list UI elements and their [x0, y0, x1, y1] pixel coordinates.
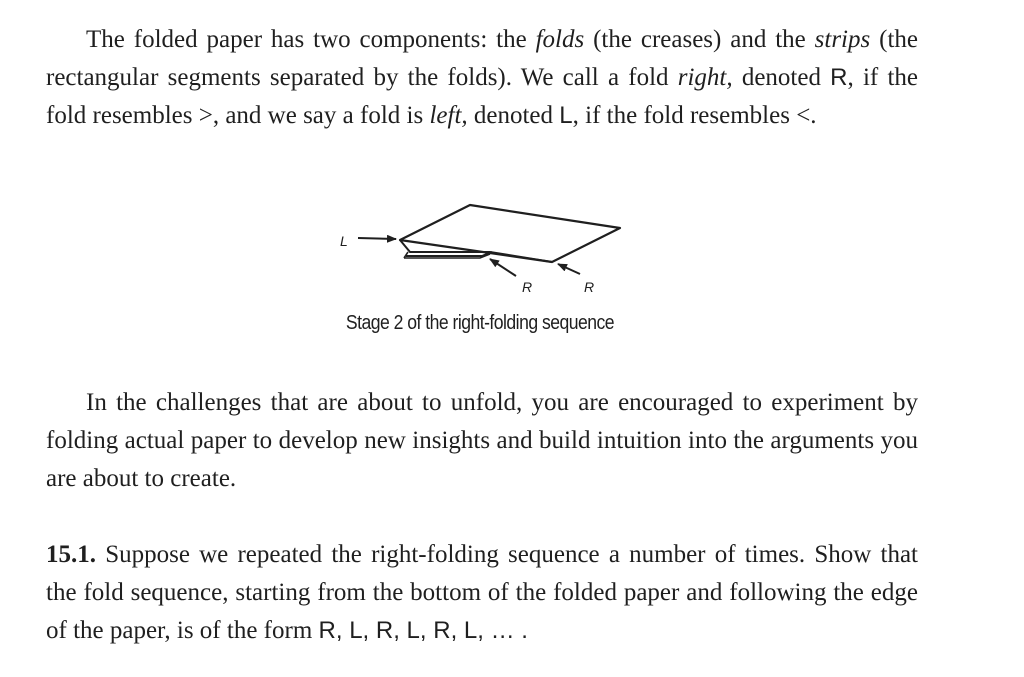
problem-number: 15.1.: [46, 541, 96, 568]
intro-text-4: denoted: [732, 64, 831, 91]
label-right-fold-2: R: [584, 279, 595, 295]
intro-text-1: The folded paper has two components: the: [86, 26, 536, 53]
problem-15-1: [46, 536, 918, 650]
figure-caption: Stage 2 of the right-folding sequence: [345, 312, 615, 334]
intro-text-6: denoted: [467, 102, 560, 129]
label-right-fold-1: R: [522, 279, 533, 295]
intro-paragraph: [46, 21, 918, 135]
fold-sequence: R, L, R, L, R, L, … .: [318, 617, 528, 644]
challenge-paragraph: In the challenges that are about to unfold, you are encouraged to experiment by folding actual paper to develop new insights and build intuition into the arguments you are about to create.: [46, 389, 918, 492]
right-fold-arrow-2: [558, 264, 580, 274]
problem-text: Suppose we repeated the right-folding sequence a number of times. Show that the fold sequence, starting from the bottom of the folded paper and following the edge of the paper, is of the form: [46, 541, 918, 644]
left-fold-arrow: [358, 238, 396, 239]
right-term: right,: [677, 64, 733, 91]
folded-paper-figure: [320, 190, 660, 310]
paper-top-strip: [400, 205, 620, 262]
intro-text-3: (the rectangular segments separated by the folds). We call a fold: [46, 26, 919, 91]
folds-term: folds: [535, 26, 585, 53]
strips-term: strips: [814, 26, 871, 53]
intro-text-7: , if the fold resembles <.: [572, 102, 817, 129]
label-left-fold: L: [340, 233, 348, 249]
l-symbol: L: [559, 102, 573, 129]
right-fold-arrow-1: [490, 259, 516, 276]
intro-text-2: (the creases) and the: [584, 26, 815, 53]
left-term: left,: [429, 102, 468, 129]
intro-text-5: , if the fold resembles >, and we say a fold is: [46, 64, 918, 129]
r-symbol: R: [830, 64, 848, 91]
